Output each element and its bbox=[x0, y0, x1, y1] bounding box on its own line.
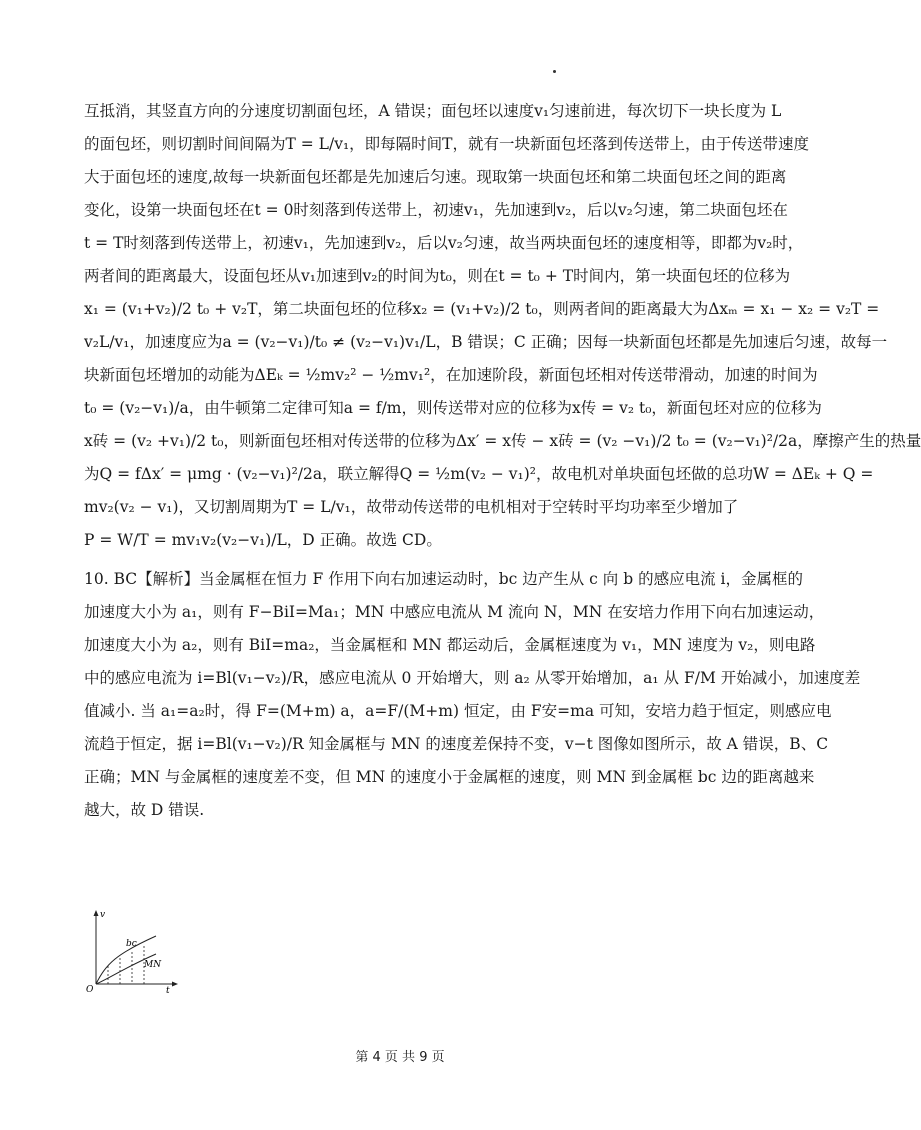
text-line: 越大，故 D 错误. bbox=[84, 801, 205, 819]
text-line: 两者间的距离最大，设面包坯从v₁加速到v₂的时间为t₀，则在t = t₀ + T时间内，第一块面包坯的位移为 bbox=[84, 267, 791, 285]
text-line: 加速度大小为 a₂，则有 BiI=ma₂，当金属框和 MN 都运动后，金属框速度为 v₁，MN 速度为 v₂，则电路 bbox=[84, 636, 816, 654]
text-line: 中的感应电流为 i=Bl(v₁−v₂)/R，感应电流从 0 开始增大，则 a₂ 从零开始增加，a₁ 从 F/M 开始减小，加速度差 bbox=[84, 669, 861, 687]
y-axis-arrow bbox=[94, 910, 99, 916]
page-speck bbox=[553, 70, 556, 73]
text-line: x₁ = (v₁+v₂)/2 t₀ + v₂T，第二块面包坯的位移x₂ = (v₁+v₂)/2 t₀，则两者间的距离最大为Δxₘ = x₁ − x₂ = v₂T = bbox=[84, 300, 880, 318]
text-line: 正确；MN 与金属框的速度差不变，但 MN 的速度小于金属框的速度，则 MN 到金属框 bc 边的距离越来 bbox=[84, 768, 815, 786]
body-text bbox=[84, 95, 921, 827]
x-axis-arrow bbox=[172, 982, 178, 987]
text-line: 变化，设第一块面包坯在t = 0时刻落到传送带上，初速v₁，先加速到v₂，后以v₂匀速，第二块面包坯在 bbox=[84, 201, 788, 219]
text-line: 流趋于恒定，据 i=Bl(v₁−v₂)/R 知金属框与 MN 的速度差保持不变，v−t 图像如图所示，故 A 错误，B、C bbox=[84, 735, 829, 753]
axis-label-v: v bbox=[100, 910, 106, 920]
vt-graph bbox=[84, 908, 180, 994]
text-line: 块新面包坯增加的动能为ΔEₖ = ½mv₂² − ½mv₁²，在加速阶段，新面包坯相对传送带滑动，加速的时间为 bbox=[84, 366, 818, 384]
text-line: mv₂(v₂ − v₁)，又切割周期为T = L/v₁，故带动传送带的电机相对于空转时平均功率至少增加了 bbox=[84, 498, 739, 516]
text-line: v₂L/v₁，加速度应为a = (v₂−v₁)/t₀ ≠ (v₂−v₁)v₁/L，B 错误；C 正确；因每一块新面包坯都是先加速后匀速，故每一 bbox=[84, 333, 888, 351]
text-line: 为Q = fΔx′ = μmg · (v₂−v₁)²/2a，联立解得Q = ½m(v₂ − v₁)²，故电机对单块面包坯做的总功W = ΔEₖ + Q = bbox=[84, 465, 874, 483]
page-footer: 第 4 页 共 9 页 bbox=[355, 1050, 445, 1065]
curve-label-mn: MN bbox=[144, 960, 162, 970]
text-line: P = W/T = mv₁v₂(v₂−v₁)/L，D 正确。故选 CD。 bbox=[84, 531, 442, 549]
text-line: 10. BC【解析】当金属框在恒力 F 作用下向右加速运动时，bc 边产生从 c 向 b 的感应电流 i，金属框的 bbox=[84, 570, 803, 588]
text-line: 大于面包坯的速度,故每一块新面包坯都是先加速后匀速。现取第一块面包坯和第二块面包坯之间的距离 bbox=[84, 168, 787, 186]
text-line: 的面包坯，则切割时间间隔为T = L/v₁，即每隔时间T，就有一块新面包坯落到传送带上，由于传送带速度 bbox=[84, 135, 810, 153]
text-line: 加速度大小为 a₁，则有 F−BiI=Ma₁；MN 中感应电流从 M 流向 N，MN 在安培力作用下向右加速运动， bbox=[84, 603, 825, 621]
curve-label-bc: bc bbox=[126, 939, 137, 949]
paragraph-solution-10 bbox=[84, 563, 861, 827]
text-line: t₀ = (v₂−v₁)/a，由牛顿第二定律可知a = f/m，则传送带对应的位移为x传 = v₂ t₀，新面包坯对应的位移为 bbox=[84, 399, 822, 417]
origin-label: O bbox=[86, 985, 94, 995]
text-line: x砖 = (v₂ +v₁)/2 t₀，则新面包坯相对传送带的位移为Δx′ = x传 − x砖 = (v₂ −v₁)/2 t₀ = (v₂−v₁)²/2a，摩擦产生的热量 bbox=[84, 432, 921, 450]
text-line: 值减小. 当 a₁=a₂时，得 F=(M+m) a，a=F/(M+m) 恒定，由 F安=ma 可知，安培力趋于恒定，则感应电 bbox=[84, 702, 832, 720]
text-line: 互抵消，其竖直方向的分速度切割面包坯，A 错误；面包坯以速度v₁匀速前进，每次切下一块长度为 L bbox=[84, 102, 782, 120]
paragraph-solution-9 bbox=[84, 95, 921, 557]
axis-label-t: t bbox=[166, 986, 170, 996]
text-line: t = T时刻落到传送带上，初速v₁，先加速到v₂，后以v₂匀速，故当两块面包坯的速度相等，即都为v₂时， bbox=[84, 234, 804, 252]
